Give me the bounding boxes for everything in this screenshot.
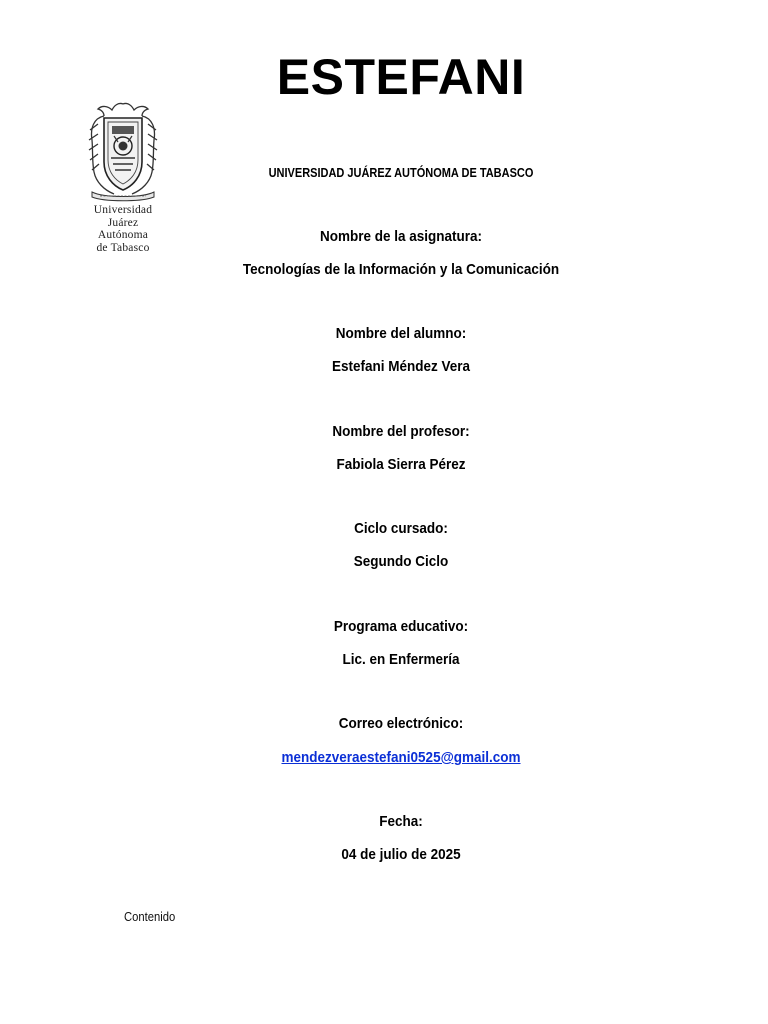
- university-seal-icon: [84, 100, 162, 202]
- contents-heading: Contenido: [124, 910, 176, 924]
- cycle-value: Segundo Ciclo: [353, 553, 449, 570]
- email-value: [40, 749, 762, 766]
- subject-label: Nombre de la asignatura:: [319, 228, 483, 245]
- logo-line: de Tabasco: [96, 241, 150, 254]
- date-label: Fecha:: [379, 813, 423, 830]
- logo-line: Universidad: [93, 204, 153, 216]
- professor-value: Fabiola Sierra Pérez: [336, 456, 466, 473]
- cycle-label: Ciclo cursado:: [354, 520, 448, 537]
- student-label: Nombre del alumno:: [335, 325, 467, 342]
- logo-line: Autónoma: [97, 229, 149, 241]
- university-name: UNIVERSIDAD JUÁREZ AUTÓNOMA DE TABASCO: [268, 166, 534, 180]
- student-value: Estefani Méndez Vera: [331, 358, 471, 375]
- program-value: Lic. en Enfermería: [342, 651, 460, 668]
- document-title: ESTEFANI: [276, 49, 526, 105]
- logo-line: Juárez: [107, 216, 139, 229]
- email-link[interactable]: mendezveraestefani0525@gmail.com: [281, 749, 521, 766]
- date-value: 04 de julio de 2025: [341, 846, 461, 863]
- subject-value: Tecnologías de la Información y la Comunicación: [242, 261, 560, 278]
- email-label: Correo electrónico:: [338, 715, 464, 732]
- professor-label: Nombre del profesor:: [332, 423, 470, 440]
- program-label: Programa educativo:: [333, 618, 469, 635]
